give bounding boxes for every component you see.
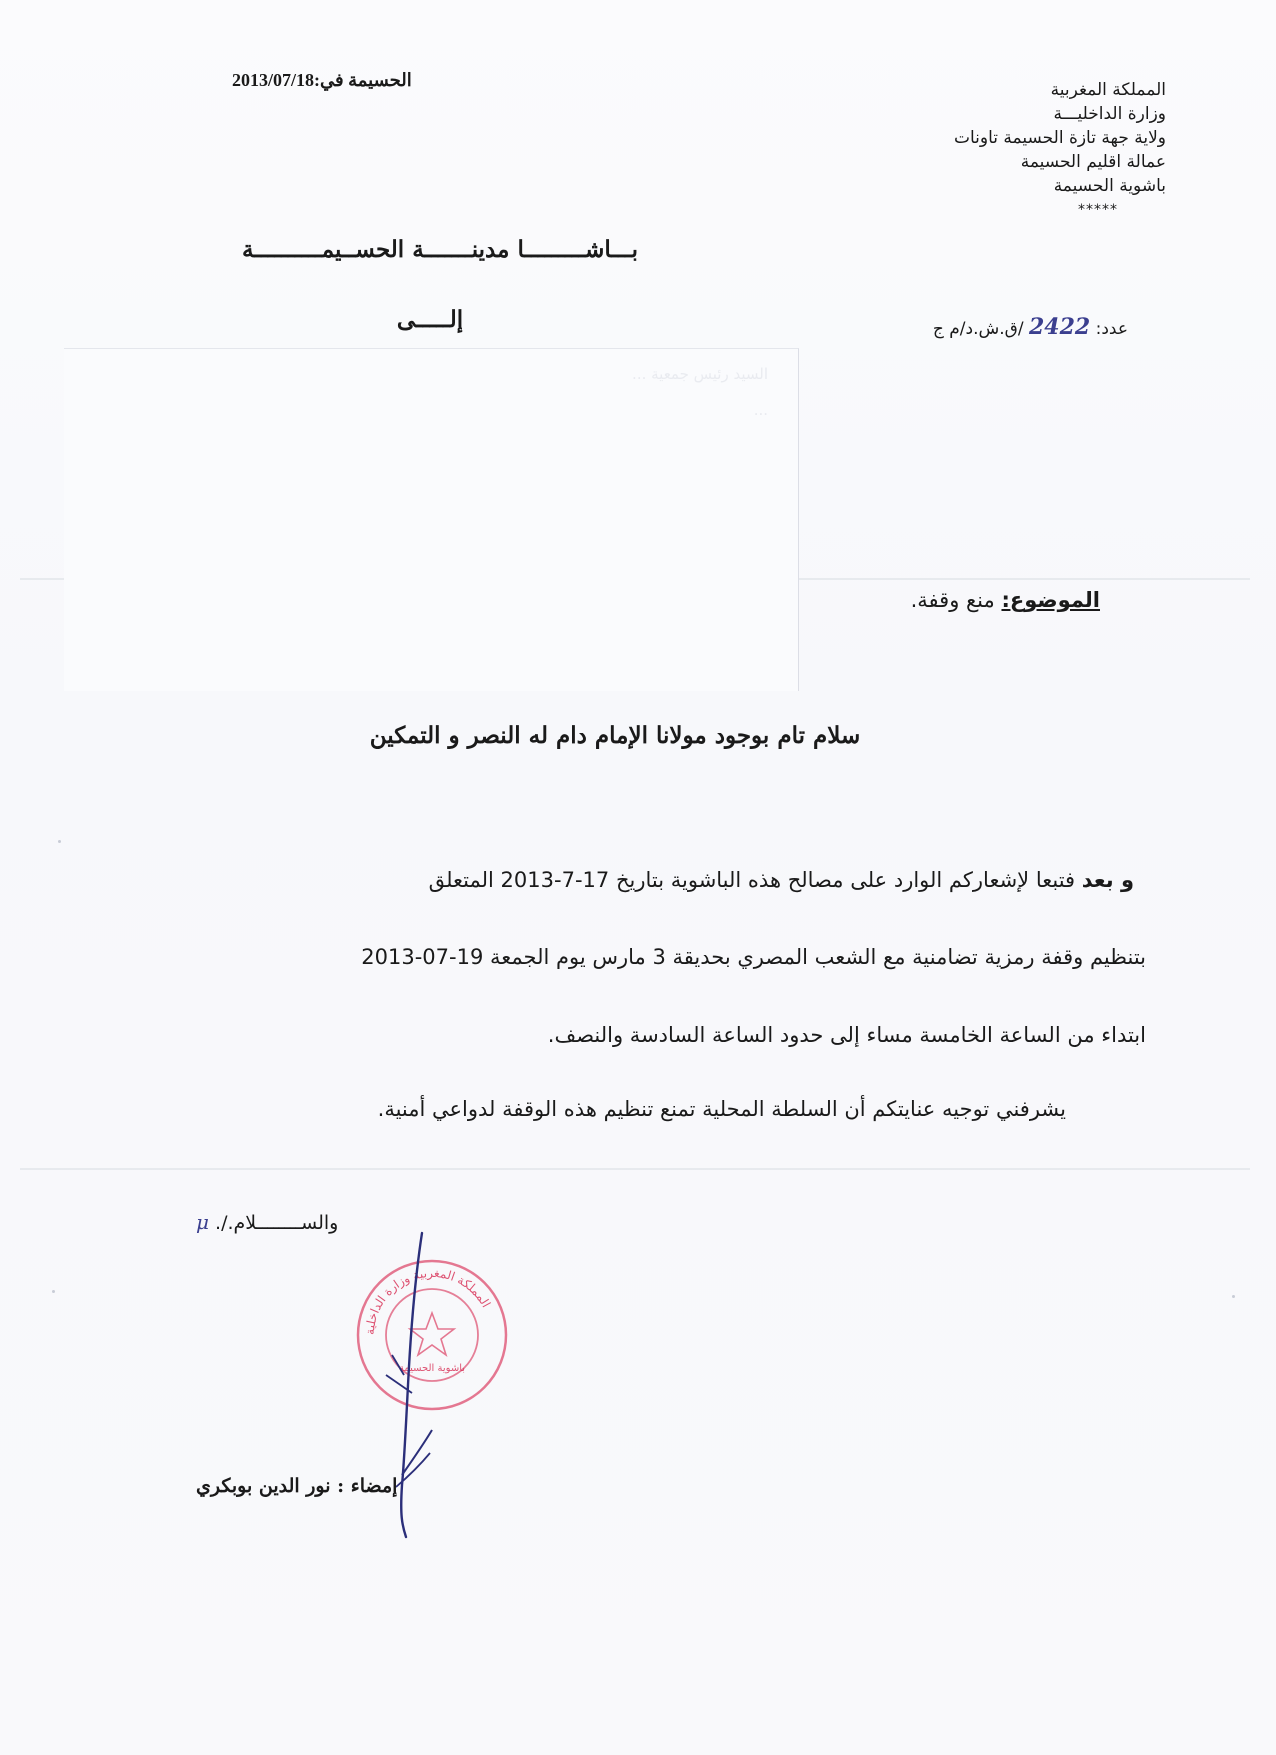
signatory-name: إمضاء : نور الدين بوبكري xyxy=(196,1475,398,1497)
letterhead-stars: ***** xyxy=(1078,202,1118,218)
body-lead: و بعد xyxy=(1081,868,1134,892)
ghost-text: السيد رئيس جمعية ... xyxy=(632,365,768,383)
reference-code: /ق.ش.د/م ج xyxy=(932,319,1024,339)
ghost-text: ... xyxy=(753,401,768,419)
body-line: بتنظيم وقفة رمزية تضامنية مع الشعب المصري بحديقة 3 مارس يوم الجمعة 19-07-2013 xyxy=(361,945,1146,969)
handwritten-number: 2422 xyxy=(1028,314,1091,340)
salutation: سلام تام بوجود مولانا الإمام دام له النصر و التمكين xyxy=(369,722,861,749)
paper-speck xyxy=(1232,1295,1235,1298)
fold-line xyxy=(20,1168,1250,1170)
stamp-inner-text: باشوية الحسيمة xyxy=(398,1363,466,1374)
letterhead xyxy=(866,78,1166,222)
body-line: ابتداء من الساعة الخامسة مساء إلى حدود الساعة السادسة والنصف. xyxy=(547,1023,1146,1047)
sender-title: بـــاشـــــــــا مدينـــــــة الحســيمــــــــــة xyxy=(242,236,638,263)
subject-label: الموضوع: xyxy=(1001,588,1100,612)
letterhead-line: باشوية الحسيمة xyxy=(1053,176,1166,196)
recipient-label: إلـــــى xyxy=(396,306,464,333)
stamp-outer-text: المملكة المغربية وزارة الداخلية xyxy=(362,1265,494,1336)
subject-line xyxy=(911,588,1100,612)
body-line xyxy=(429,868,1134,892)
handwritten-signature xyxy=(372,1225,452,1545)
letterhead-line: ولاية جهة تازة الحسيمة تاونات xyxy=(953,128,1166,148)
paper-speck xyxy=(52,1290,55,1293)
body-line: يشرفني توجيه عنايتكم أن السلطة المحلية تمنع تنظيم هذه الوقفة لدواعي أمنية. xyxy=(377,1097,1066,1121)
reference-number xyxy=(933,314,1128,340)
subject-text: منع وقفة. xyxy=(910,588,995,612)
paper-speck xyxy=(58,840,61,843)
closing xyxy=(196,1210,338,1234)
letterhead-line: المملكة المغربية xyxy=(1050,80,1166,100)
place-date: الحسيمة في:2013/07/18 xyxy=(232,70,412,90)
reference-label: عدد: xyxy=(1095,319,1128,339)
letterhead-line: عمالة اقليم الحسيمة xyxy=(1020,152,1166,172)
body-text: فتبعا لإشعاركم الوارد على مصالح هذه الباشوية بتاريخ 17-7-2013 المتعلق xyxy=(428,868,1076,892)
closing-text: والســــــــلام./. xyxy=(215,1212,339,1234)
handwritten-mark: μ xyxy=(196,1210,209,1234)
letterhead-line: وزارة الداخليـــة xyxy=(1053,104,1166,124)
redacted-recipient-box xyxy=(64,348,799,691)
